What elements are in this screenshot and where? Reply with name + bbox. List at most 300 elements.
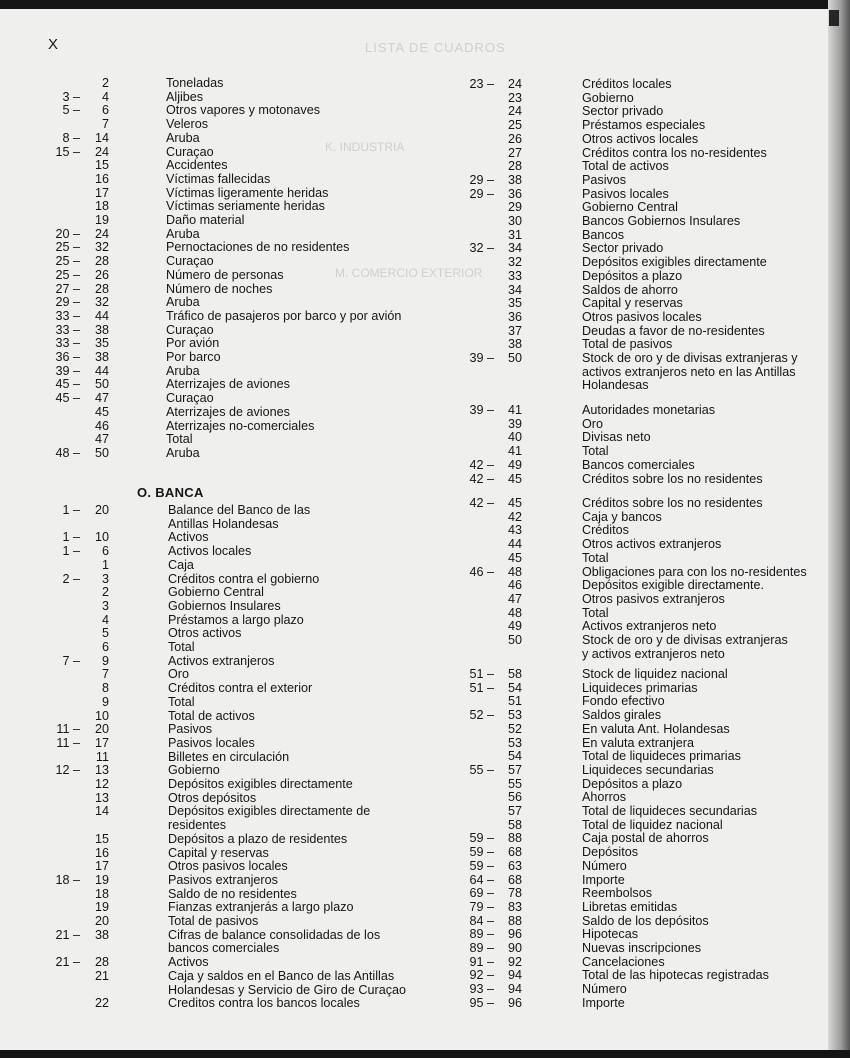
index-entry [0,77,850,91]
entry-label: Depósitos a plazo [582,776,683,791]
range-start: 59 – [469,845,494,860]
index-entry [0,694,850,708]
entry-label: En valuta Ant. Holandesas [582,721,730,736]
range-start: 7 – [62,653,80,668]
entry-label: Pasivos locales [168,735,255,750]
range-start: 5 – [62,103,80,118]
table-number: 13 [94,763,109,778]
range-start: 25 – [55,240,80,255]
range-start: 1 – [62,530,80,545]
table-number: 50 [507,351,522,365]
table-number: 28 [94,281,109,296]
entry-label: Otros pasivos extranjeros [582,591,725,606]
entry-label: Depósitos [582,845,639,860]
entry-label: Ahorros [582,790,627,805]
range-start: 51 – [469,667,494,681]
range-start: 18 – [55,872,80,887]
entry-label: Curaçao [166,254,214,269]
range-start: 3 – [62,89,80,104]
table-number: 32 [507,255,522,270]
range-start: 79 – [469,899,494,914]
table-number: 15 [94,831,109,846]
index-entry [0,365,850,379]
index-entry [0,458,850,472]
index-entry [0,900,850,914]
table-number: 63 [507,858,522,873]
index-entry [0,804,850,818]
index-entry [0,996,850,1010]
entry-label: Depósitos exigibles directamente [168,777,353,791]
entry-label: Otros vapores y motonaves [166,103,320,118]
entry-label: Aruba [166,295,200,310]
table-number: 48 [507,564,522,579]
entry-label: Fondo efectivo [582,694,665,709]
table-number: 6 [101,103,109,118]
entry-label: Caja postal de ahorros [582,831,709,846]
table-number: 46 [94,418,109,433]
entry-label: Por barco [166,350,221,364]
index-entry [0,378,850,392]
entry-label: Total [168,694,195,709]
table-number: 44 [94,308,109,323]
table-number: 57 [507,804,522,818]
entry-label: Total de activos [168,708,255,723]
table-number: 47 [94,432,109,447]
table-number: 48 [507,605,522,620]
table-number: 19 [94,900,109,915]
table-number: 24 [507,77,522,91]
entry-label: Billetes en circulación [168,749,290,764]
table-number: 16 [94,171,109,186]
table-number: 13 [94,790,109,805]
index-entry [0,283,850,297]
table-number: 68 [507,845,522,860]
entry-label: Créditos contra el exterior [168,681,313,696]
table-number: 9 [101,694,109,709]
table-number: 38 [94,350,109,364]
table-number: 9 [101,653,109,668]
table-number: 41 [507,444,522,459]
entry-label: Víctimas seriamente heridas [166,199,325,214]
table-number: 3 [101,571,109,586]
table-number: 16 [94,845,109,860]
table-number: 43 [507,523,522,538]
range-start: 1 – [62,503,80,517]
range-start: 84 – [469,913,494,928]
table-number: 7 [101,667,109,682]
entry-label: Víctimas fallecidas [166,171,271,186]
range-start: 48 – [55,445,80,460]
entry-label: En valuta extranjera [582,735,695,750]
table-number: 94 [507,968,522,983]
table-number: 32 [94,240,109,255]
range-start: 59 – [469,858,494,873]
index-entry [0,173,850,187]
table-number: 53 [507,708,522,723]
table-number: 29 [507,200,522,215]
table-number: 20 [94,722,109,737]
table-number: 96 [507,995,522,1010]
entry-label: Antillas Holandesas [168,516,279,531]
table-number: 28 [507,159,522,174]
entry-label: Oro [582,416,603,431]
range-start: 36 – [55,350,80,364]
table-number: 35 [507,296,522,311]
table-number: 36 [507,186,522,201]
range-start: 33 – [55,336,80,351]
table-number: 27 [507,145,522,160]
table-number: 22 [94,996,109,1011]
index-entry [0,578,850,592]
table-number: 20 [94,914,109,928]
range-start: 27 – [55,281,80,296]
table-number: 19 [94,213,109,227]
table-number: 2 [101,585,109,600]
range-start: 93 – [469,982,494,997]
entry-label: Curaçao [166,391,214,406]
entry-label: Sector privado [582,241,664,256]
entry-label: Total [582,605,609,620]
entry-label: Saldo de no residentes [168,886,297,901]
index-entry [0,310,850,324]
table-number: 15 [94,158,109,173]
entry-label: Sector privado [582,104,664,119]
entry-label: Depósitos exigibles directamente [582,255,767,270]
entry-label: Bancos [582,227,625,242]
table-number: 14 [94,130,109,145]
entry-label: Toneladas [166,76,224,90]
entry-label: Creditos contra los bancos locales [168,996,360,1011]
entry-label: bancos comerciales [168,941,280,956]
top-scan-border [0,0,850,9]
index-entry [0,228,850,242]
entry-label: Capital y reservas [168,845,269,860]
range-start: 12 – [55,763,80,778]
range-start: 23 – [469,77,494,91]
entry-label: Nuevas inscripciones [582,941,701,955]
entry-label: Depósitos exigibles directamente de [168,804,371,819]
index-entry [0,214,850,228]
index-entry [0,159,850,173]
range-start: 91 – [469,954,494,969]
range-start: 42 – [469,496,494,510]
table-number: 17 [94,735,109,750]
entry-label: Total [168,640,195,654]
entry-label: Stock de oro y de divisas extranjeras y [582,351,798,365]
entry-label: y activos extranjeros neto [582,646,725,661]
entry-label: Otros pasivos locales [168,859,288,874]
table-number: 90 [507,941,522,955]
range-start: 20 – [55,226,80,241]
table-number: 38 [507,337,522,352]
range-start: 21 – [55,955,80,970]
index-entry [0,91,850,105]
table-number: 6 [101,544,109,559]
table-number: 58 [507,817,522,832]
entry-label: Activos extranjeros neto [582,619,717,634]
entry-label: Aruba [166,363,200,378]
table-number: 58 [507,667,522,681]
table-number: 26 [94,267,109,282]
index-entry [0,722,850,736]
entry-label: Depósitos a plazo de residentes [168,831,348,846]
entry-label: Gobiernos Insulares [168,598,281,613]
entry-label: Liquideces secundarias [582,762,714,777]
table-number: 50 [94,377,109,392]
table-number: 56 [507,790,522,805]
table-number: 10 [94,708,109,723]
page-marker: X [48,36,59,53]
range-start: 69 – [469,886,494,901]
entry-label: Otros activos [168,626,242,641]
range-start: 8 – [62,130,80,145]
entry-label: Préstamos especiales [582,118,706,133]
entry-label: Saldo de los depósitos [582,913,709,928]
index-entry [0,523,850,537]
index-entry [0,818,850,832]
entry-label: Divisas neto [582,430,651,445]
entry-label: Activos extranjeros [168,653,275,668]
entry-label: Total de pasivos [582,337,673,352]
table-number: 41 [507,403,522,417]
table-number: 21 [94,968,109,983]
table-number: 3 [101,598,109,613]
table-number: 88 [507,831,522,846]
index-entry [0,647,850,661]
table-number: 39 [507,416,522,431]
range-start: 42 – [469,471,494,486]
entry-label: Cifras de balance consolidadas de los [168,927,381,942]
entry-label: Total de liquideces secundarias [582,804,758,818]
range-start: 1 – [62,544,80,559]
table-number: 2 [101,76,109,90]
range-start: 92 – [469,968,494,983]
index-entry [0,241,850,255]
entry-label: Tráfico de pasajeros por barco y por avión [166,308,402,323]
bleed-through-section-k: K. INDUSTRIA [325,140,405,154]
table-number: 24 [94,226,109,241]
entry-label: Aljibes [166,89,204,104]
entry-label: Pasivos extranjeros [168,872,278,887]
index-entry [0,982,850,996]
entry-label: Importe [582,995,625,1010]
table-number: 49 [507,457,522,472]
index-entry [0,592,850,606]
entry-label: Saldos girales [582,708,662,723]
range-start: 11 – [56,722,80,737]
entry-label: Pasivos [168,722,213,737]
table-number: 45 [507,496,522,510]
range-start: 51 – [469,680,494,695]
table-number: 51 [507,694,522,709]
index-entry [0,337,850,351]
index-entry [0,606,850,620]
table-number: 6 [101,640,109,654]
entry-label: Activos locales [168,544,252,559]
table-number: 10 [94,530,109,545]
entry-label: Créditos sobre los no residentes [582,496,763,510]
index-entry [0,104,850,118]
table-number: 12 [94,777,109,791]
entry-label: Número [582,982,627,997]
index-entry [0,790,850,804]
table-number: 4 [101,612,109,627]
entry-label: Total de pasivos [168,914,259,928]
entry-label: Número de personas [166,267,284,282]
entry-label: Total de activos [582,159,669,174]
index-entry [0,708,850,722]
table-number: 34 [507,241,522,256]
table-number: 17 [94,185,109,200]
table-number: 19 [94,872,109,887]
table-number: 25 [507,118,522,133]
entry-label: Obligaciones para con los no-residentes [582,564,807,579]
entry-label: Aruba [166,130,200,145]
table-number: 36 [507,309,522,324]
index-entry [0,667,850,681]
table-number: 5 [101,626,109,641]
index-entry [0,296,850,310]
entry-label: Víctimas ligeramente heridas [166,185,329,200]
index-entry [0,269,850,283]
table-number: 92 [507,954,522,969]
index-entry [0,324,850,338]
range-start: 25 – [55,267,80,282]
entry-label: Curaçao [166,144,214,159]
entry-label: Número [582,858,627,873]
table-number: 45 [507,471,522,486]
index-entry [0,873,850,887]
entry-label: Otros depósitos [168,790,257,805]
table-number: 35 [94,336,109,351]
entry-label: Holandesas y Servicio de Giro de Curaçao [168,982,407,997]
entry-label: Otros pasivos locales [582,309,702,324]
entry-label: Importe [582,872,625,887]
table-number: 83 [507,899,522,914]
table-number: 11 [95,749,109,764]
index-entry [0,845,850,859]
table-number: 40 [507,430,522,445]
range-start: 21 – [55,927,80,942]
table-number: 26 [507,131,522,146]
bleed-through-section-m: M. COMERCIO EXTERIOR [335,266,483,280]
entry-label: Depósitos a plazo [582,268,683,283]
entry-label: Veleros [166,117,209,132]
table-number: 96 [507,927,522,942]
table-number: 14 [94,804,109,819]
entry-label: Stock de liquidez nacional [582,667,728,681]
index-entry [0,955,850,969]
entry-label: Caja [168,557,194,572]
index-entry [0,749,850,763]
table-number: 45 [507,550,522,565]
table-number: 28 [94,254,109,269]
table-number: 37 [507,323,522,338]
table-number: 18 [94,886,109,901]
table-number: 45 [94,404,109,419]
index-entry [0,886,850,900]
entry-label: Préstamos a largo plazo [168,612,304,627]
range-start: 11 – [56,735,80,750]
entry-label: Reembolsos [582,886,652,901]
range-start: 29 – [469,172,494,187]
table-number: 49 [507,619,522,634]
bottom-scan-border [0,1050,850,1058]
range-start: 59 – [469,831,494,846]
range-start: 45 – [55,391,80,406]
entry-label: Pasivos [582,172,627,187]
table-number: 7 [101,117,109,132]
entry-label: Liquideces primarias [582,680,698,695]
index-entry [0,444,850,458]
index-entry [0,255,850,269]
table-number: 68 [507,872,522,887]
range-start: 55 – [469,762,494,777]
range-start: 52 – [469,708,494,723]
index-entry [0,351,850,365]
table-number: 50 [94,445,109,460]
entry-label: activos extranjeros neto en las Antillas [582,364,796,379]
index-entry [0,537,850,551]
range-start: 29 – [55,295,80,310]
table-number: 20 [94,503,109,517]
bleed-through-title: LISTA DE CUADROS [365,40,506,55]
entry-label: residentes [168,818,227,833]
entry-label: Total de liquideces primarias [582,749,741,764]
entry-label: Total [582,550,609,565]
corner-mark [829,10,839,26]
range-start: 89 – [469,941,494,955]
range-start: 15 – [55,144,80,159]
table-number: 50 [507,633,522,647]
entry-label: Hipotecas [582,927,639,942]
range-start: 29 – [469,186,494,201]
table-number: 33 [507,268,522,283]
table-number: 28 [94,955,109,970]
entry-label: Caja y bancos [582,509,662,524]
entry-label: Libretas emitidas [582,899,678,914]
range-start: 39 – [55,363,80,378]
table-number: 46 [507,578,522,593]
table-number: 8 [101,681,109,696]
index-entry [0,859,850,873]
entry-label: Bancos Gobiernos Insulares [582,214,741,228]
index-entry [0,472,850,486]
entry-label: Total de liquidez nacional [582,817,723,832]
range-start: 89 – [469,927,494,942]
table-number: 34 [507,282,522,297]
entry-label: Daño material [166,213,245,227]
index-entry [0,831,850,845]
table-number: 88 [507,913,522,928]
table-number: 52 [507,721,522,736]
table-number: 44 [507,537,522,552]
index-entry [0,551,850,565]
table-number: 31 [507,227,522,242]
range-start: 33 – [55,308,80,323]
entry-label: Número de noches [166,281,273,296]
table-number: 38 [94,322,109,337]
index-entry [0,403,850,417]
entry-label: Total de las hipotecas registradas [582,968,769,983]
entry-label: Gobierno Central [168,585,264,600]
entry-label: Caja y saldos en el Banco de las Antillas [168,968,395,983]
index-entry [0,187,850,201]
entry-label: Oro [168,667,189,682]
entry-label: Total [166,432,193,447]
entry-label: Aruba [166,445,200,460]
index-entry [0,146,850,160]
